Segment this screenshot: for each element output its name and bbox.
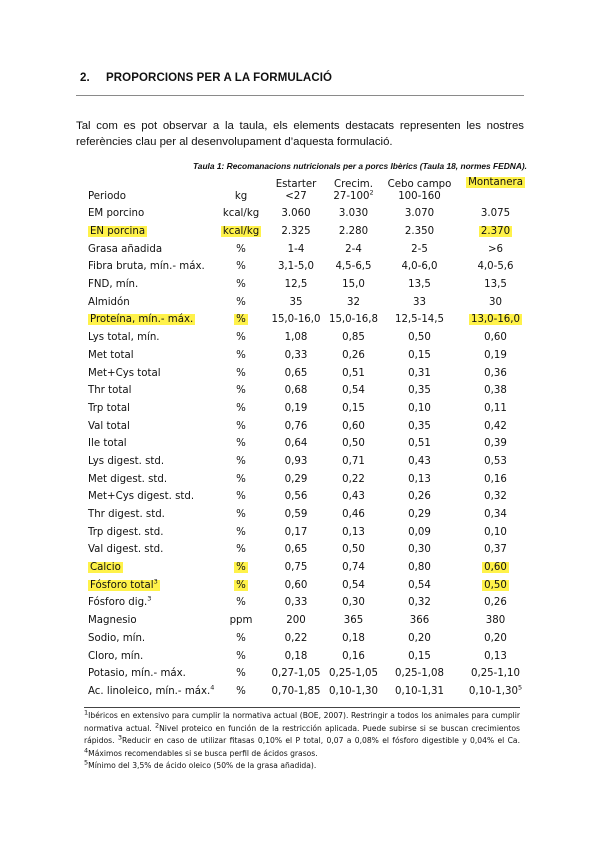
table-row xyxy=(84,453,533,471)
row-label: Val total xyxy=(88,420,130,432)
row-value: 0,30 xyxy=(342,597,365,609)
row-label: FND, mín. xyxy=(88,279,139,291)
row-value: 0,33 xyxy=(284,597,308,609)
row-unit: % xyxy=(236,632,246,644)
row-unit: % xyxy=(236,473,246,485)
row-value: 0,35 xyxy=(408,420,431,432)
row-value: 13,5 xyxy=(408,279,431,291)
header-periodo: Periodo xyxy=(88,191,126,202)
footnotes: $^1$Ibéricos en extensivo para cumplir la normativa actual (BOE, 2007). Restringir a todos los animales para cumplir normativa actual. $^2$Nivel proteico en función de la restricción aplicada. Puede subirse si se buscan crecimientos rápidos. $^3$Reducir en caso de utilizar fitasas 0,10% el P total, 0,07 a 0,08% el fósforo digestible y 0,04% el Ca. $^4$Máximos recomendables si se busca perfil de ácidos grasos. $^5$Mínimo del 3,5% de ácido oleico (50% de la grasa añadida). xyxy=(84,708,520,771)
row-unit: % xyxy=(236,402,246,414)
row-value: 0,15 xyxy=(342,402,365,414)
row-unit: % xyxy=(236,509,246,521)
row-value: 0,29 xyxy=(284,473,308,485)
table-row xyxy=(84,506,533,524)
row-value: 0,70-1,85 xyxy=(271,685,321,697)
row-value: 0,75 xyxy=(284,562,308,574)
row-unit: % xyxy=(236,279,246,291)
section-heading xyxy=(80,72,332,84)
row-unit: % xyxy=(236,314,246,326)
row-value: 30 xyxy=(489,296,502,308)
row-value: 13,5 xyxy=(484,279,507,291)
row-value: 0,13 xyxy=(342,526,365,538)
row-unit: kcal/kg xyxy=(222,208,260,220)
row-label: Proteína, mín.- máx. xyxy=(90,314,194,326)
row-value: 0,22 xyxy=(342,473,365,485)
row-value: 0,10-1,30$^5$ xyxy=(468,683,523,697)
row-value: 0,54 xyxy=(342,579,365,591)
row-label: Val digest. std. xyxy=(88,544,164,556)
table-row xyxy=(84,612,533,630)
row-value: 0,16 xyxy=(342,650,365,662)
row-value: 0,29 xyxy=(408,509,431,521)
row-label: Potasio, mín.- máx. xyxy=(88,668,186,680)
row-value: 0,25-1,08 xyxy=(394,668,445,680)
row-value: 0,32 xyxy=(484,491,507,503)
table-row xyxy=(84,205,533,223)
row-value: 0,60 xyxy=(484,332,507,344)
footnote-4: Máximos recomendables si se busca perfil de ácidos grasos. xyxy=(88,748,318,758)
row-value: 0,30 xyxy=(408,544,431,556)
row-value: 0,09 xyxy=(408,526,431,538)
row-value: 0,65 xyxy=(284,544,308,556)
row-value: 0,35 xyxy=(408,385,431,397)
row-unit: % xyxy=(236,650,246,662)
row-value: 0,10 xyxy=(408,402,431,414)
footnote-2: Nivel proteico en función de la restricción aplicada. Puede subirse si se buscan crecimientos rápidos. xyxy=(84,723,520,746)
table-row xyxy=(84,311,533,329)
row-value: 0,93 xyxy=(284,455,308,467)
table-row xyxy=(84,559,533,577)
row-value: 33 xyxy=(413,296,426,308)
row-value: 366 xyxy=(409,615,430,627)
row-label: Met+Cys total xyxy=(88,367,161,379)
row-value: 4,0-5,6 xyxy=(477,261,514,273)
row-value: 0,39 xyxy=(484,438,507,450)
row-value: 0,38 xyxy=(484,385,507,397)
table-row xyxy=(84,470,533,488)
row-value: 0,65 xyxy=(284,367,308,379)
row-label: Met total xyxy=(88,349,134,361)
row-value: 0,15 xyxy=(408,650,431,662)
row-value: 0,43 xyxy=(342,491,365,503)
row-value: 0,33 xyxy=(284,349,308,361)
table-row xyxy=(84,223,533,241)
row-label: EM porcino xyxy=(88,208,145,220)
table-row xyxy=(84,647,533,665)
row-unit: % xyxy=(236,526,246,538)
row-value: 0,25-1,10 xyxy=(470,668,521,680)
row-value: 0,54 xyxy=(342,385,365,397)
row-value: 2.325 xyxy=(281,226,311,238)
row-unit: % xyxy=(236,367,246,379)
row-value: 0,19 xyxy=(284,402,308,414)
row-unit: % xyxy=(236,385,246,397)
header-crecim: Crecim. $27-100^2$ xyxy=(333,179,374,202)
row-value: 0,50 xyxy=(342,438,365,450)
row-value: 0,26 xyxy=(408,491,431,503)
nutrition-table xyxy=(84,177,533,700)
row-value: 0,80 xyxy=(408,562,431,574)
row-value: 2.280 xyxy=(338,226,369,238)
row-unit: % xyxy=(236,597,246,609)
table-caption: Taula 1: Recomanacions nutricionals per a porcs Ibèrics (Taula 18, normes FEDNA). xyxy=(192,161,527,171)
row-value: 0,26 xyxy=(484,597,507,609)
row-label: EN porcina xyxy=(90,226,146,238)
table-row xyxy=(84,594,533,612)
row-unit: % xyxy=(236,455,246,467)
row-value: 2-5 xyxy=(411,243,428,255)
row-value: 0,10-1,30 xyxy=(328,685,379,697)
row-value: 0,25-1,05 xyxy=(328,668,379,680)
row-value: 0,56 xyxy=(284,491,308,503)
row-value: 15,0-16,8 xyxy=(328,314,379,326)
row-value: 32 xyxy=(347,296,360,308)
row-value: 0,27-1,05 xyxy=(271,668,321,680)
row-label: Sodio, mín. xyxy=(88,632,146,644)
row-value: 2.350 xyxy=(404,226,435,238)
footnote-5: Mínimo del 3,5% de ácido oleico (50% de la grasa añadida). xyxy=(88,761,317,771)
row-label: Thr digest. std. xyxy=(88,509,165,521)
row-label: Ile total xyxy=(88,438,127,450)
table-row xyxy=(84,523,533,541)
row-unit: % xyxy=(236,579,246,591)
table-row xyxy=(84,541,533,559)
row-value: 0,68 xyxy=(284,385,308,397)
row-unit: % xyxy=(236,491,246,503)
row-value: 3.030 xyxy=(338,208,369,220)
row-value: 0,34 xyxy=(484,509,507,521)
row-value: 0,50 xyxy=(408,332,431,344)
row-value: 0,50 xyxy=(484,579,507,591)
table-row xyxy=(84,258,533,276)
row-value: 0,32 xyxy=(408,597,431,609)
table-row xyxy=(84,347,533,365)
row-label: Thr total xyxy=(88,385,132,397)
row-value: 2.370 xyxy=(480,226,511,238)
row-value: 0,10 xyxy=(484,526,507,538)
row-value: 0,22 xyxy=(284,632,308,644)
row-value: 380 xyxy=(485,615,506,627)
row-label: Met+Cys digest. std. xyxy=(88,491,195,503)
table-row xyxy=(84,293,533,311)
row-value: 3.060 xyxy=(281,208,311,220)
row-unit: % xyxy=(236,349,246,361)
row-unit: % xyxy=(236,296,246,308)
footnote-rule xyxy=(84,707,520,708)
row-label: Almidón xyxy=(88,296,130,308)
row-label: Calcio xyxy=(90,562,121,574)
row-value: 15,0-16,0 xyxy=(271,314,321,326)
row-unit: % xyxy=(236,668,246,680)
table-row xyxy=(84,240,533,258)
row-label: Fósforo dig.$^3$ xyxy=(88,595,152,609)
table-row xyxy=(84,576,533,594)
row-value: 0,74 xyxy=(342,562,365,574)
table-row xyxy=(84,665,533,683)
row-value: 0,50 xyxy=(342,544,365,556)
row-value: 15,0 xyxy=(342,279,365,291)
table-row xyxy=(84,364,533,382)
table-row xyxy=(84,488,533,506)
row-value: 0,76 xyxy=(284,420,308,432)
row-value: 0,11 xyxy=(484,402,507,414)
row-label: Fósforo total$^3$ xyxy=(90,577,158,591)
row-value: 12,5-14,5 xyxy=(394,314,445,326)
row-unit: ppm xyxy=(229,615,253,627)
table-row xyxy=(84,417,533,435)
row-value: 13,0-16,0 xyxy=(470,314,521,326)
row-value: 0,26 xyxy=(342,349,365,361)
row-label: Grasa añadida xyxy=(88,243,163,255)
intro-paragraph: Tal com es pot observar a la taula, els elements destacats representen les nostres referències clau per al desenvolupament d’aquesta formulació. xyxy=(76,120,524,148)
row-unit: % xyxy=(236,544,246,556)
header-estarter: Estarter <27 xyxy=(275,179,317,202)
row-value: 0,51 xyxy=(342,367,365,379)
row-unit: % xyxy=(236,332,246,344)
row-label: Lys digest. std. xyxy=(88,455,165,467)
row-unit: % xyxy=(236,420,246,432)
row-value: 3.075 xyxy=(480,208,511,220)
row-value: 0,60 xyxy=(342,420,365,432)
row-label: Magnesio xyxy=(88,615,137,627)
row-value: 35 xyxy=(289,296,303,308)
row-value: 0,18 xyxy=(284,650,308,662)
row-value: 0,59 xyxy=(284,509,308,521)
row-label: Fibra bruta, mín.- máx. xyxy=(88,261,205,273)
row-label: Lys total, mín. xyxy=(88,332,160,344)
footnote-3: Reducir en caso de utilizar fitasas 0,10% el P total, 0,07 a 0,08% el fósforo digestible y 0,04% el Ca. xyxy=(122,736,520,746)
row-unit: % xyxy=(236,261,246,273)
table-row xyxy=(84,382,533,400)
row-value: 0,16 xyxy=(484,473,507,485)
row-value: 0,18 xyxy=(342,632,365,644)
header-kg: kg xyxy=(234,191,248,202)
section-number: 2. xyxy=(80,72,90,84)
row-value: 4,5-6,5 xyxy=(335,261,372,273)
row-value: 0,71 xyxy=(342,455,365,467)
row-label: Trp total xyxy=(88,402,130,414)
table-row xyxy=(84,630,533,648)
row-unit: % xyxy=(236,685,246,697)
row-value: 0,46 xyxy=(342,509,365,521)
row-value: 0,17 xyxy=(284,526,308,538)
row-value: 0,64 xyxy=(284,438,308,450)
footnote-1: Ibéricos en extensivo para cumplir la normativa actual (BOE, 2007). Restringir a todos los animales para cumplir normativa actual. xyxy=(84,711,520,733)
table-row xyxy=(84,683,533,701)
row-unit: % xyxy=(236,243,246,255)
row-value: 3.070 xyxy=(404,208,435,220)
row-label: Trp digest. std. xyxy=(88,526,164,538)
row-value: 0,36 xyxy=(484,367,507,379)
row-value: 0,15 xyxy=(408,349,431,361)
row-unit: % xyxy=(236,562,246,574)
row-value: 0,20 xyxy=(408,632,431,644)
row-value: 0,60 xyxy=(484,562,507,574)
table-header-row xyxy=(84,177,533,205)
row-value: 0,85 xyxy=(342,332,365,344)
heading-rule xyxy=(76,95,524,96)
row-value: 12,5 xyxy=(284,279,308,291)
table-row xyxy=(84,276,533,294)
header-cebo-campo: Cebo campo 100-160 xyxy=(387,179,452,202)
row-label: Met digest. std. xyxy=(88,473,168,485)
row-value: 0,42 xyxy=(484,420,507,432)
row-value: 1-4 xyxy=(287,243,305,255)
row-value: 0,10-1,31 xyxy=(394,685,445,697)
row-value: 0,19 xyxy=(484,349,507,361)
row-value: 0,31 xyxy=(408,367,431,379)
row-label: Ac. linoleico, mín.- máx.$^4$ xyxy=(88,683,215,697)
row-value: >6 xyxy=(487,243,504,255)
header-montanera: Montanera xyxy=(468,177,523,188)
section-title: PROPORCIONS PER A LA FORMULACIÓ xyxy=(106,72,333,84)
row-value: 3,1-5,0 xyxy=(277,261,315,273)
table-row xyxy=(84,329,533,347)
row-unit: % xyxy=(236,438,246,450)
row-value: 0,60 xyxy=(284,579,308,591)
row-label: Cloro, mín. xyxy=(88,650,144,662)
table-row xyxy=(84,400,533,418)
row-value: 2-4 xyxy=(345,243,362,255)
row-value: 0,20 xyxy=(484,632,507,644)
row-value: 365 xyxy=(343,615,364,627)
row-value: 0,37 xyxy=(484,544,507,556)
row-value: 0,13 xyxy=(484,650,507,662)
row-value: 0,53 xyxy=(484,455,507,467)
row-value: 0,54 xyxy=(408,579,431,591)
row-value: 0,51 xyxy=(408,438,431,450)
row-value: 4,0-6,0 xyxy=(401,261,438,273)
row-value: 1,08 xyxy=(284,332,308,344)
row-value: 0,43 xyxy=(408,455,431,467)
row-value: 200 xyxy=(286,615,306,627)
row-unit: kcal/kg xyxy=(222,226,260,238)
table-row xyxy=(84,435,533,453)
row-value: 0,13 xyxy=(408,473,431,485)
